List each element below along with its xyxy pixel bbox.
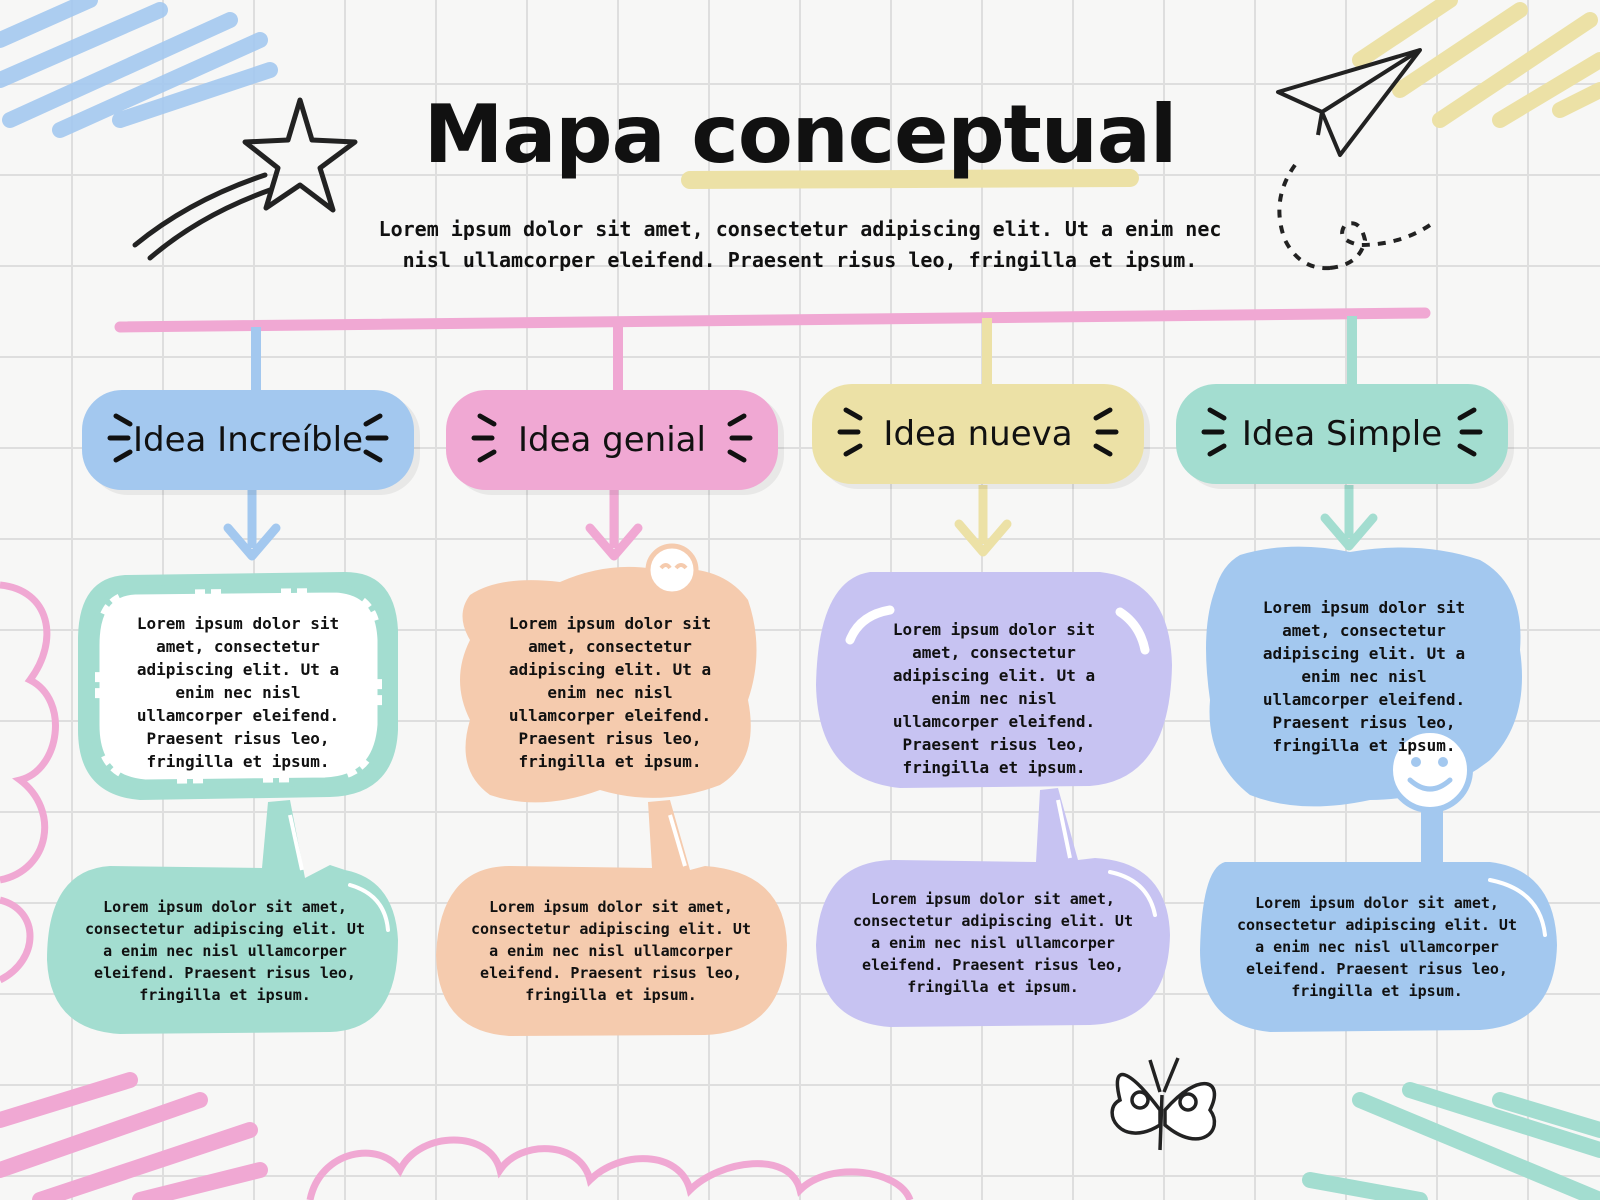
- sparkle-left-icon: [826, 396, 866, 472]
- sparkle-left-icon: [460, 402, 500, 478]
- idea-label: Idea Simple: [1241, 414, 1443, 454]
- page-title: Mapa conceptual: [423, 88, 1177, 181]
- idea-pill-1: [82, 390, 414, 490]
- idea-label: Idea nueva: [883, 414, 1073, 454]
- sparkle-right-icon: [1090, 396, 1130, 472]
- idea-label: Idea genial: [518, 420, 706, 460]
- idea-pill-4: [1176, 384, 1508, 484]
- pink-cloud-doodle-left: [0, 585, 55, 980]
- arrow-down-icon: [1325, 485, 1373, 546]
- idea-label: Idea Increíble: [133, 420, 363, 460]
- pink-scribble-bottom-left: [0, 1080, 260, 1200]
- mint-scribble-bottom-right: [1310, 1090, 1600, 1200]
- arrow-down-icon: [959, 485, 1007, 552]
- bubble-bottom-text: Lorem ipsum dolor sit amet, consectetur adipiscing elit. Ut a enim nec nisl ullamcorper eleifend. Praesent risus leo, fringilla et ipsum.: [1237, 894, 1517, 1000]
- connector-bar: [120, 313, 1425, 327]
- bubble-top-text: Lorem ipsum dolor sit amet, consectetur adipiscing elit. Ut a enim nec nisl ullamcorper eleifend. Praesent risus leo, fringilla et ipsum.: [508, 614, 712, 771]
- sparkle-right-icon: [1454, 396, 1494, 472]
- bubble-bottom-text: Lorem ipsum dolor sit amet, consectetur adipiscing elit. Ut a enim nec nisl ullamcorper eleifend. Praesent risus leo, fringilla et ipsum.: [853, 890, 1133, 996]
- page-subtitle: Lorem ipsum dolor sit amet, consectetur adipiscing elit. Ut a enim nec nisl ullamcorper eleifend. Praesent risus leo, fringilla et ipsum.: [378, 217, 1222, 272]
- arrow-down-icon: [228, 490, 276, 556]
- sparkle-right-icon: [724, 402, 764, 478]
- sparkle-right-icon: [360, 402, 400, 478]
- bubble-top-text: Lorem ipsum dolor sit amet, consectetur adipiscing elit. Ut a enim nec nisl ullamcorper eleifend. Praesent risus leo, fringilla et ipsum.: [136, 614, 340, 771]
- bubble-top-text: Lorem ipsum dolor sit amet, consectetur adipiscing elit. Ut a enim nec nisl ullamcorper eleifend. Praesent risus leo, fringilla et ipsum.: [892, 620, 1096, 777]
- sparkle-left-icon: [1190, 396, 1230, 472]
- sparkle-left-icon: [96, 402, 136, 478]
- bubble-top-text: Lorem ipsum dolor sit amet, consectetur adipiscing elit. Ut a enim nec nisl ullamcorper eleifend. Praesent risus leo, fringilla et ipsum.: [1262, 598, 1466, 755]
- bubble-bottom-text: Lorem ipsum dolor sit amet, consectetur adipiscing elit. Ut a enim nec nisl ullamcorper eleifend. Praesent risus leo, fringilla et ipsum.: [471, 898, 751, 1004]
- pink-cloud-doodle-bottom: [310, 1140, 910, 1200]
- butterfly-icon: [1112, 1058, 1214, 1150]
- idea-pill-2: [446, 390, 778, 490]
- arrow-down-icon: [590, 490, 638, 556]
- bubble-bottom-text: Lorem ipsum dolor sit amet, consectetur adipiscing elit. Ut a enim nec nisl ullamcorper eleifend. Praesent risus leo, fringilla et ipsum.: [85, 898, 365, 1004]
- idea-pill-3: [812, 384, 1144, 484]
